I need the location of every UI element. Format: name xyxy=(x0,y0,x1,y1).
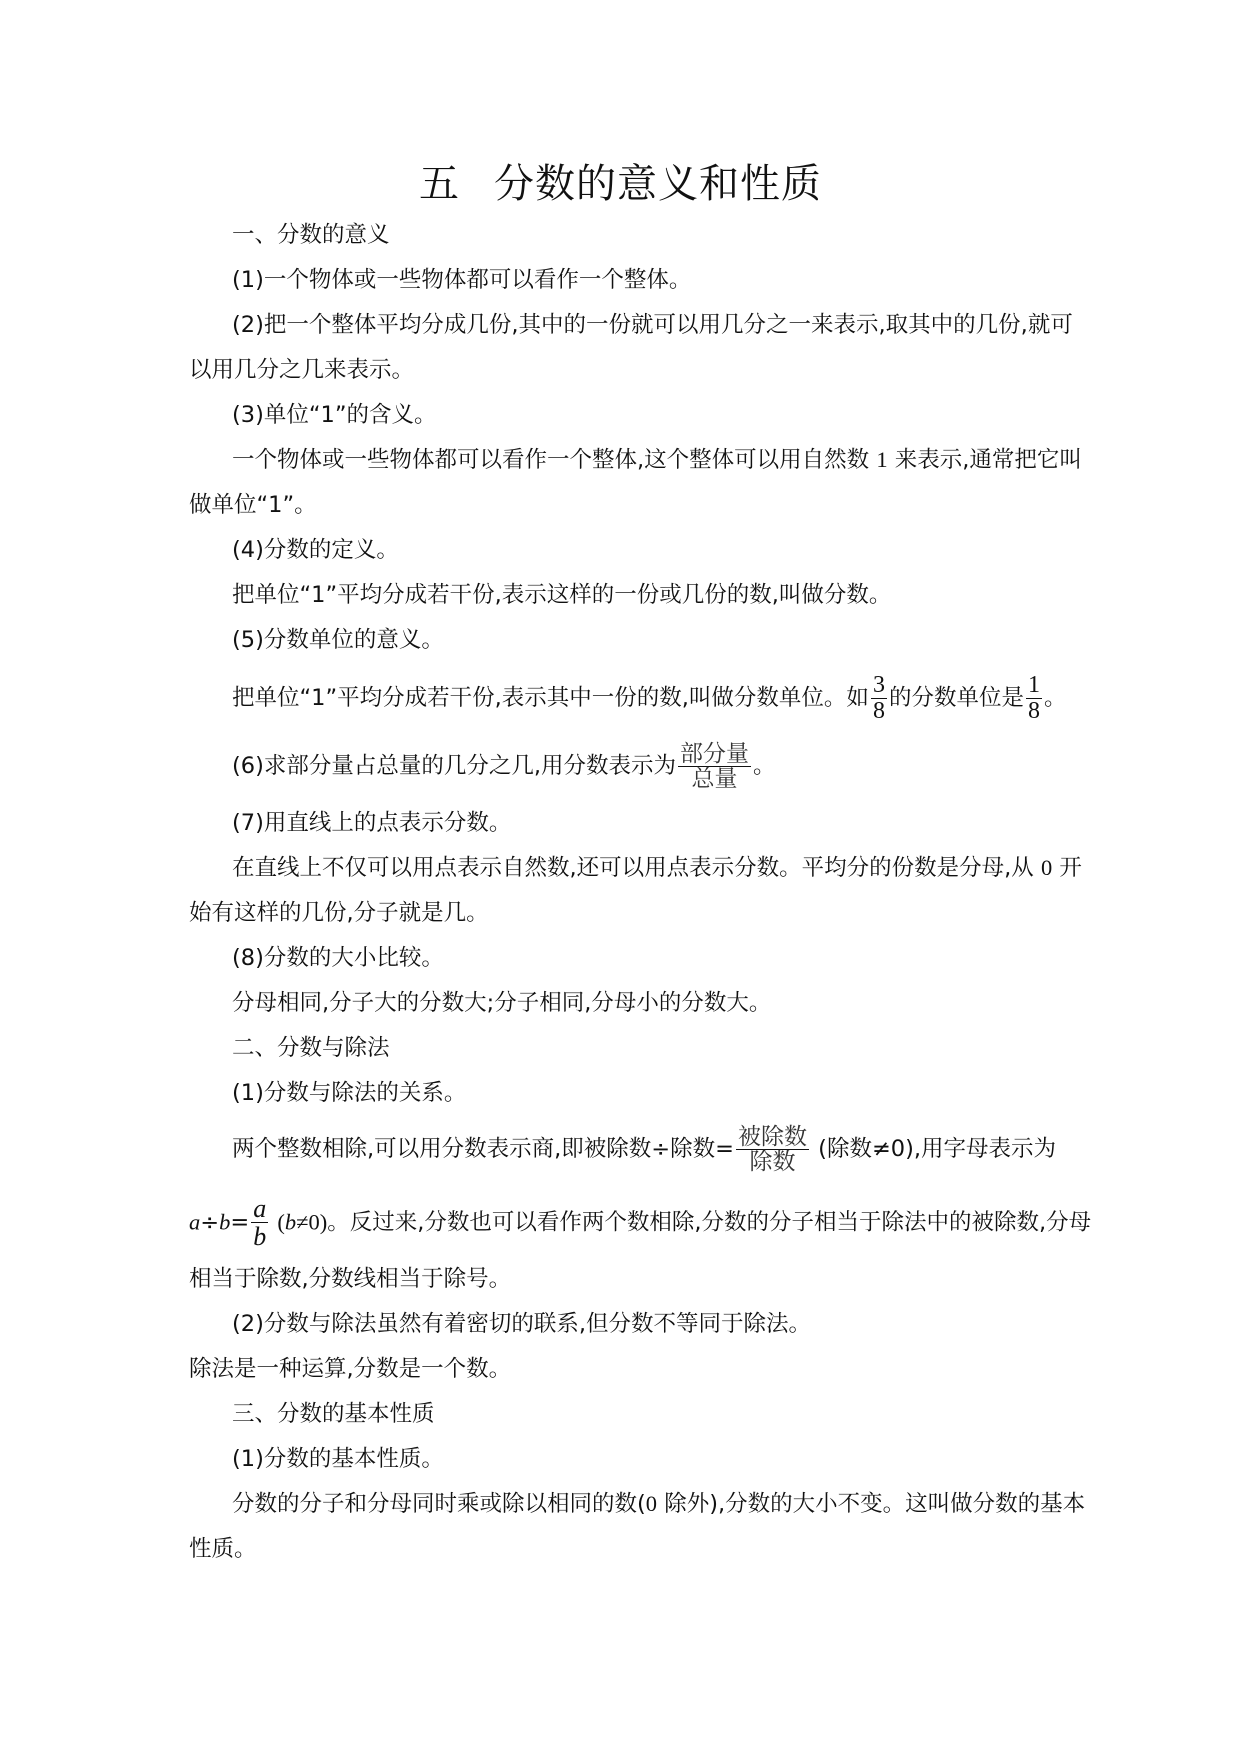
text-run: 开 xyxy=(1059,855,1082,881)
text-run: 。 xyxy=(1043,685,1067,712)
numerator: 1 xyxy=(1027,672,1040,698)
denominator: 8 xyxy=(872,698,885,725)
paragraph: 分母相同,分子大的分数大;分子相同,分母小的分数大。 xyxy=(232,990,772,1016)
denominator: 除数 xyxy=(749,1149,796,1176)
numerator: 被除数 xyxy=(738,1124,808,1150)
paragraph: (3)单位“1”的含义。 xyxy=(232,402,437,428)
section-heading: 三、分数的基本性质 xyxy=(232,1401,435,1427)
text-run: 在直线上不仅可以用点表示自然数,还可以用点表示分数。平均分的份数是分母,从 xyxy=(232,855,1034,881)
paragraph: 性质。 xyxy=(189,1536,257,1562)
paragraph: (7)用直线上的点表示分数。 xyxy=(232,810,512,836)
numerator: 3 xyxy=(872,672,885,698)
denominator: 总量 xyxy=(691,766,738,793)
variable: b xyxy=(219,1209,231,1235)
text-run: 来表示,通常把它叫 xyxy=(894,447,1082,473)
paragraph: (5)分数单位的意义。 xyxy=(232,627,444,653)
chapter-title xyxy=(0,160,1241,208)
paragraph: (2)把一个整体平均分成几份,其中的一份就可以用几分之一来表示,取其中的几份,就可 xyxy=(232,312,1073,338)
paragraph xyxy=(232,1487,1085,1521)
text-run: 的分数单位是 xyxy=(888,685,1024,712)
variable: a xyxy=(189,1209,201,1235)
operator: ÷ xyxy=(200,1209,220,1236)
paragraph: 做单位“1”。 xyxy=(189,492,317,518)
fraction xyxy=(251,1195,268,1251)
number: 0 xyxy=(645,1491,658,1516)
section-heading: 二、分数与除法 xyxy=(232,1035,390,1061)
paragraph: 除法是一种运算,分数是一个数。 xyxy=(189,1356,512,1382)
paragraph: (1)分数与除法的关系。 xyxy=(232,1080,467,1106)
number: 1 xyxy=(876,447,888,472)
paragraph: (2)分数与除法虽然有着密切的联系,但分数不等同于除法。 xyxy=(232,1311,812,1337)
text-run: 。 xyxy=(753,753,776,780)
paragraph: (1)一个物体或一些物体都可以看作一个整体。 xyxy=(232,267,692,293)
text-run: (除数≠0),用字母表示为 xyxy=(818,1136,1057,1163)
paragraph xyxy=(232,851,1082,885)
paragraph xyxy=(189,1195,1091,1251)
fraction xyxy=(1026,673,1042,724)
paragraph: 以用几分之几来表示。 xyxy=(189,357,415,383)
paragraph: (8)分数的大小比较。 xyxy=(232,945,444,971)
text-run: 两个整数相除,可以用分数表示商,即被除数÷除数= xyxy=(232,1136,735,1163)
chapter-number: 五 xyxy=(419,161,460,207)
denominator: b xyxy=(253,1222,267,1252)
paragraph: 相当于除数,分数线相当于除号。 xyxy=(189,1266,512,1292)
section-heading: 一、分数的意义 xyxy=(232,222,390,248)
paragraph: (1)分数的基本性质。 xyxy=(232,1446,444,1472)
text-run: ≠0) xyxy=(296,1209,328,1235)
number: 0 xyxy=(1040,855,1053,880)
text-run: 。反过来,分数也可以看作两个数相除,分数的分子相当于除法中的被除数,分母 xyxy=(327,1209,1092,1236)
paragraph xyxy=(232,1125,1056,1174)
paragraph xyxy=(232,673,1066,724)
chapter-title-text: 分数的意义和性质 xyxy=(494,161,822,207)
fraction xyxy=(871,673,887,724)
text-run: 把单位“1”平均分成若干份,表示其中一份的数,叫做分数单位。如 xyxy=(232,685,869,712)
paragraph: 把单位“1”平均分成若干份,表示这样的一份或几份的数,叫做分数。 xyxy=(232,582,892,608)
paragraph xyxy=(232,443,1082,477)
paragraph xyxy=(232,742,776,791)
numerator: 部分量 xyxy=(680,741,750,767)
text-run: 分数的分子和分母同时乘或除以相同的数( xyxy=(232,1491,646,1517)
numerator: a xyxy=(253,1194,267,1223)
paragraph: (4)分数的定义。 xyxy=(232,537,399,563)
text-run: ( xyxy=(277,1209,285,1235)
fraction xyxy=(736,1125,809,1174)
text-run: 一个物体或一些物体都可以看作一个整体,这个整体可以用自然数 xyxy=(232,447,870,473)
denominator: 8 xyxy=(1027,698,1040,725)
operator: = xyxy=(230,1209,250,1236)
text-run: 除外),分数的大小不变。这叫做分数的基本 xyxy=(664,1491,1086,1517)
text-run: (6)求部分量占总量的几分之几,用分数表示为 xyxy=(232,753,677,780)
paragraph: 始有这样的几份,分子就是几。 xyxy=(189,900,489,926)
variable: b xyxy=(284,1209,297,1235)
fraction xyxy=(678,742,751,791)
